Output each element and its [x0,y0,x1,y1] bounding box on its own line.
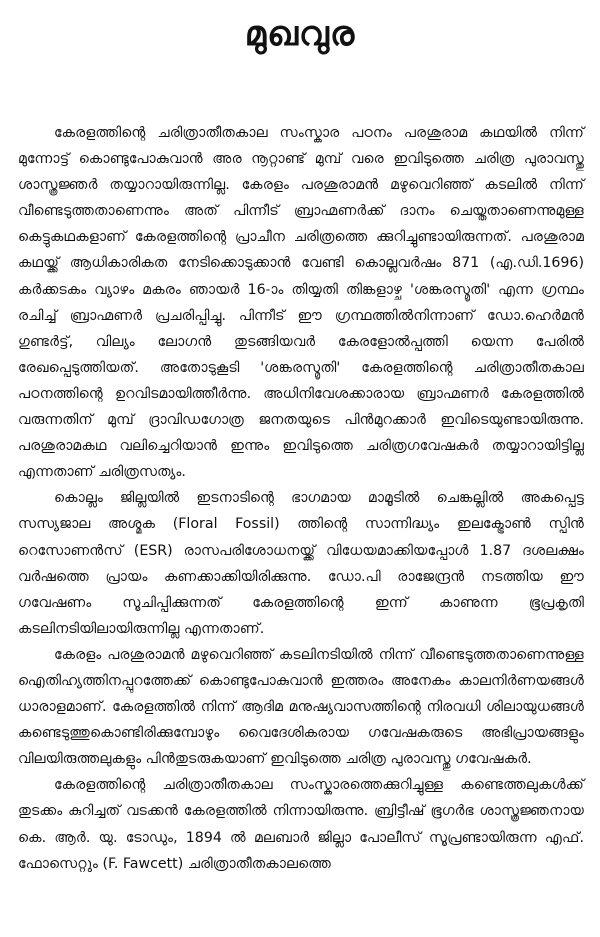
body-text [18,120,584,877]
paragraph: കേരളത്തിന്റെ ചരിത്രാതീതകാല സംസ്കാരത്തെക്കുറിച്ചുള്ള കണ്ടെത്തലുകൾക്ക് തുടക്കം കുറിച്ചത് വടക്കൻ കേരളത്തിൽ നിന്നായിരുന്നു. ബ്രിട്ടീഷ് ഭൂഗർഭ ശാസ്ത്രജ്ഞനായ കെ. ആർ. യു. ടോഡും, 1894 ൽ മലബാർ ജില്ലാ പോലീസ് സൂപ്രണ്ടായിരുന്ന എഫ്. ഫോസെറ്റും (F. Fawcett) ചരിത്രാതീതകാലത്തെ [18,777,584,872]
page-title: മുഖവുര [244,14,356,54]
paragraph: കേരളത്തിന്റെ ചരിത്രാതീതകാല സംസ്കാര പഠനം പരശുരാമ കഥയിൽ നിന്ന് മുന്നോട്ട് കൊണ്ടുപോകുവാൻ അര നൂറ്റാണ്ട് മുമ്പ് വരെ ഇവിടുത്തെ ചരിത്ര പുരാവസ്തു ശാസ്ത്രജ്ഞർ തയ്യാറായിരുന്നില്ല. കേരളം പരശുരാമൻ മഴുവെറിഞ്ഞ് കടലിൽ നിന്ന് വീണ്ടെടുത്തതാണെന്നും അത് പിന്നീട് ബ്രാഹ്മണർക്ക് ദാനം ചെയ്തതാണെന്നുമുള്ള കെട്ടുകഥകളാണ് കേരളത്തിന്റെ പ്രാചീന ചരിത്രത്തെ ക്കുറിച്ചുണ്ടായിരുന്നത്. പരശുരാമ കഥയ്ക്ക് ആധികാരികത നേടിക്കൊടുക്കാൻ വേണ്ടി കൊല്ലവർഷം 871 (എ.ഡി.1696) കർക്കടകം വ്യാഴം മകരം ഞായർ 16-ാം തിയ്യതി തിങ്കളാഴ്ച 'ശങ്കരസ്മൃതി' എന്ന ഗ്രന്ഥം രചിച്ച് ബ്രാഹ്മണർ പ്രചരിപ്പിച്ചു. പിന്നീട് ഈ ഗ്രന്ഥത്തിൽനിന്നാണ് ഡോ.ഹെർമൻ ഗുണ്ടർട്ട്, വില്യം ലോഗൻ തുടങ്ങിയവർ കേരളോൽപ്പത്തി യെന്ന പേരിൽ രേഖപ്പെടുത്തിയത്. അതോടുകൂടി 'ശങ്കരസ്മൃതി' കേരളത്തിന്റെ ചരിത്രാതീതകാല പഠനത്തിന്റെ ഉറവിടമായിത്തീർന്നു. അധിനിവേശക്കാരായ ബ്രാഹ്മണർ കേരളത്തിൽ വരുന്നതിന് മുമ്പ് ദ്രാവിഡഗോത്ര ജനതയുടെ പിൻമുറക്കാർ ഇവിടെയുണ്ടായിരുന്നു. പരശുരാമകഥ വലിച്ചെറിയാൻ ഇന്നും ഇവിടുത്തെ ചരിത്രഗവേഷകർ തയ്യാറായിട്ടില്ല എന്നതാണ് ചരിത്രസത്യം. [18,125,584,481]
paragraph: കേരളം പരശുരാമൻ മഴുവെറിഞ്ഞ് കടലിനടിയിൽ നിന്ന് വീണ്ടെടുത്തതാണെന്നുള്ള ഐതിഹ്യത്തിനപ്പുറത്തേക്ക് കൊണ്ടുപോകുവാൻ ഇത്തരം അനേകം കാലനിർണയങ്ങൾ ധാരാളമാണ്. കേരളത്തിൽ നിന്ന് ആദിമ മനുഷ്യവാസത്തിന്റെ നിരവധി ശിലായുധങ്ങൾ കണ്ടെടുത്തുകൊണ്ടിരിക്കുമ്പോഴും വൈദേശികരായ ഗവേഷകരുടെ അഭിപ്രായങ്ങളും വിലയിരുത്തലുകളും പിൻതുടരുകയാണ് ഇവിടുത്തെ ചരിത്ര പുരാവസ്തു ഗവേഷകർ. [18,646,584,768]
paragraph: കൊല്ലം ജില്ലയിൽ ഇടനാടിന്റെ ഭാഗമായ മാമൂടിൽ ചെങ്കല്ലിൽ അകപ്പെട്ട സസ്യജാല അശ്മക (Floral Fossil) ത്തിന്റെ സാന്നിദ്ധ്യം ഇലക്ട്രോൺ സ്പിൻ റെസോണൻസ് (ESR) രാസപരിശോധനയ്ക്ക് വിധേയമാക്കിയപ്പോൾ 1.87 ദശലക്ഷം വർഷത്തെ പ്രായം കണക്കാക്കിയിരിക്കുന്നു. ഡോ.പി രാജേന്ദ്രൻ നടത്തിയ ഈ ഗവേഷണം സൂചിപ്പിക്കുന്നത് കേരളത്തിന്റെ ഇന്ന് കാണുന്ന ഭൂപ്രകൃതി കടലിനടിയിലായിരുന്നില്ല എന്നതാണ്. [18,490,584,637]
